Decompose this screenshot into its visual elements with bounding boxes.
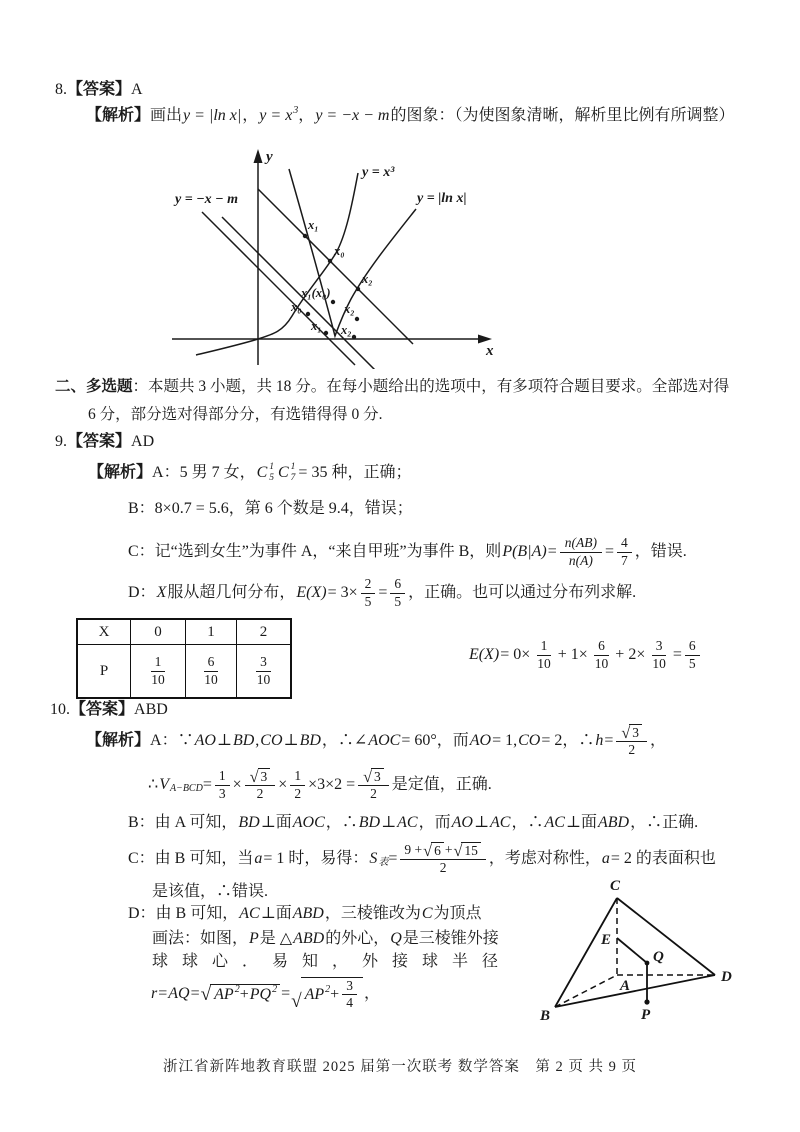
label-x1x0: x₁(x₀) bbox=[301, 286, 331, 300]
table-cell-2: 2 bbox=[237, 619, 292, 645]
table-cell-p1 bbox=[186, 645, 237, 699]
fraction-numerator: 3 bbox=[652, 638, 667, 655]
radicand bbox=[629, 724, 642, 741]
q10-option-c-line1: C：由 B 可知，当 a = 1 时，易得： S 表 = 9 + √ 6 + √ 15 2 ，考虑对称性， a = 2 的表面积也 bbox=[128, 841, 716, 875]
text: = bbox=[281, 985, 291, 1003]
fraction bbox=[390, 576, 405, 609]
fraction-numerator: 1 bbox=[290, 768, 305, 785]
text: = bbox=[190, 985, 200, 1003]
bold-text: 【解析】 bbox=[86, 732, 151, 750]
fraction bbox=[358, 768, 389, 802]
math-text: y = x bbox=[259, 107, 293, 125]
square-root bbox=[201, 984, 280, 1004]
text: 2 bbox=[370, 786, 377, 801]
symbol-base: C bbox=[278, 464, 289, 482]
point-x0 bbox=[328, 259, 332, 263]
q10-option-d-line4 bbox=[150, 972, 380, 1016]
fraction bbox=[245, 768, 276, 802]
text: = bbox=[604, 543, 614, 561]
point-x1 bbox=[303, 234, 307, 238]
symbol-base: C bbox=[256, 464, 268, 482]
fraction bbox=[342, 978, 357, 1011]
text: ， bbox=[242, 107, 259, 125]
text: = 1 时，易得： bbox=[263, 850, 369, 868]
text: ， bbox=[650, 732, 667, 750]
bold-text: 【答案】 bbox=[67, 433, 132, 451]
text: + bbox=[444, 842, 453, 858]
bold-text: 【答案】 bbox=[70, 701, 135, 719]
table-cell-0: 0 bbox=[131, 619, 186, 645]
math-text: AOC bbox=[368, 732, 401, 750]
fraction-denominator bbox=[253, 786, 268, 802]
math-text: h bbox=[595, 732, 604, 750]
math-text: a bbox=[254, 850, 263, 868]
radical-sign: √ bbox=[200, 983, 212, 1005]
math-text: AQ bbox=[168, 985, 190, 1003]
text: 是三棱锥外接 bbox=[402, 930, 499, 948]
fraction-numerator: 1 bbox=[537, 638, 552, 655]
fraction-numerator bbox=[616, 724, 647, 742]
math-text: BD bbox=[358, 814, 381, 832]
text: ，∴ bbox=[325, 814, 358, 832]
text: ，∴正确. bbox=[630, 814, 699, 832]
fraction-denominator bbox=[564, 553, 598, 569]
math-text: BD bbox=[232, 732, 255, 750]
radical-sign: √ bbox=[621, 723, 631, 742]
fraction-denominator bbox=[624, 742, 639, 758]
text: = 3× bbox=[327, 584, 358, 602]
fraction-numerator: 3 bbox=[342, 978, 357, 995]
text: ⊥面 bbox=[260, 814, 292, 832]
text: ，考虑对称性， bbox=[488, 850, 601, 868]
q8-analysis-line: 【解析】 画出 y = |ln x| ， y = x 3 ， y = −x − m 的图象：（为使图象清晰，解析里比例有所调整） bbox=[86, 105, 735, 125]
q9-expectation-formula bbox=[468, 631, 703, 679]
fraction-numerator: 6 bbox=[390, 576, 405, 593]
point-P bbox=[644, 999, 649, 1004]
text: ⊥ bbox=[216, 732, 232, 750]
text: ABD bbox=[134, 701, 168, 719]
text: = bbox=[378, 584, 388, 602]
fraction-denominator: 5 bbox=[364, 593, 372, 609]
fraction-denominator bbox=[436, 860, 451, 876]
text: + 1× bbox=[557, 646, 588, 664]
text: ∴ bbox=[148, 776, 159, 794]
fraction-numerator: 6 bbox=[685, 638, 700, 655]
fraction-denominator: 10 bbox=[652, 655, 666, 671]
text: ，错误. bbox=[634, 543, 687, 561]
math-text: C bbox=[421, 905, 433, 923]
point-x1c bbox=[324, 331, 328, 335]
text: ⊥ bbox=[283, 732, 299, 750]
symbol-superscript: 1 bbox=[290, 462, 296, 473]
symbol-subscript: 5 bbox=[269, 473, 274, 483]
table-row bbox=[77, 619, 291, 645]
text: 是该值，∴错误. bbox=[152, 883, 269, 901]
math-text: a bbox=[601, 850, 610, 868]
table-cell-X: X bbox=[77, 619, 131, 645]
square-root bbox=[363, 768, 384, 785]
q10-answer-line bbox=[50, 700, 168, 720]
text: + bbox=[330, 985, 340, 1003]
fraction-denominator: 10 bbox=[537, 655, 551, 671]
fraction bbox=[400, 842, 485, 876]
bold-text: 【解析】 bbox=[88, 464, 153, 482]
fraction-numerator: 6 bbox=[204, 654, 219, 671]
text: + bbox=[239, 985, 249, 1003]
label-Q: Q bbox=[653, 949, 664, 965]
fraction bbox=[215, 768, 230, 801]
text: A：5 男 7 女， bbox=[152, 464, 256, 482]
math-text: y = −x − m bbox=[315, 107, 390, 125]
fraction bbox=[147, 654, 169, 687]
fraction-denominator: 5 bbox=[394, 593, 402, 609]
fraction-numerator: 1 bbox=[151, 654, 166, 671]
q10-option-a-line1 bbox=[86, 718, 666, 764]
text: 画法：如图， bbox=[152, 930, 249, 948]
math-text: CO bbox=[518, 732, 541, 750]
radical-sign: √ bbox=[249, 767, 259, 786]
label-x2: x₂ bbox=[362, 272, 373, 286]
line-y-neg-x-m-3 bbox=[222, 217, 375, 369]
symbol-scripts bbox=[269, 462, 274, 484]
math-text: BD bbox=[238, 814, 260, 832]
text: = 0× bbox=[500, 646, 531, 664]
section-heading-line1 bbox=[55, 377, 729, 397]
fraction-numerator: 4 bbox=[617, 535, 632, 552]
fraction-numerator bbox=[400, 842, 485, 860]
math-text: AC bbox=[397, 814, 418, 832]
text: = 2，∴ bbox=[541, 732, 595, 750]
symbol-subscript: 7 bbox=[290, 473, 296, 483]
text: ， bbox=[298, 107, 315, 125]
text: 3 bbox=[260, 768, 268, 784]
segment-EQ bbox=[617, 938, 647, 963]
radical-sign: √ bbox=[363, 767, 373, 786]
label-x1c: x₁ bbox=[311, 319, 322, 333]
text: = bbox=[604, 732, 614, 750]
fraction bbox=[361, 576, 376, 609]
text: A bbox=[131, 81, 143, 99]
label-x2b: x₂ bbox=[344, 302, 355, 316]
label-x0b: x₀ bbox=[291, 300, 302, 314]
point-x2b bbox=[355, 317, 359, 321]
math-text: n(AB) bbox=[564, 535, 597, 551]
radical-sign: √ bbox=[423, 841, 433, 860]
math-text: BD bbox=[299, 732, 321, 750]
table-cell-1: 1 bbox=[186, 619, 237, 645]
label-D: D bbox=[721, 969, 732, 985]
math-text: AO bbox=[451, 814, 473, 832]
text: 3 bbox=[374, 768, 381, 784]
fraction bbox=[560, 535, 602, 568]
text: , bbox=[255, 732, 260, 750]
fraction-numerator bbox=[560, 535, 602, 552]
abs-ln-equation-label: y = |ln x| bbox=[417, 191, 467, 206]
math-text: CO bbox=[260, 732, 283, 750]
label-B: B bbox=[540, 1008, 551, 1024]
text: 10. bbox=[50, 701, 70, 719]
page-footer: 浙江省新阵地教育联盟 2025 届第一次联考 数学答案 第 2 页 共 9 页 bbox=[163, 1059, 637, 1075]
fraction-numerator: 6 bbox=[594, 638, 609, 655]
fraction-denominator bbox=[366, 786, 381, 802]
bold-text: 【解析】 bbox=[86, 107, 151, 125]
text: = bbox=[547, 543, 557, 561]
q9-distribution-table bbox=[76, 618, 292, 699]
math-text: P(B|A) bbox=[502, 543, 547, 561]
text: = bbox=[672, 646, 682, 664]
label-E: E bbox=[601, 932, 612, 948]
q9-option-c-line bbox=[128, 529, 687, 575]
text: B：由 A 可知， bbox=[128, 814, 238, 832]
math-text: AC bbox=[239, 905, 260, 923]
q10-option-c-line2 bbox=[152, 882, 268, 902]
math-text: AC bbox=[489, 814, 511, 832]
math-text: P bbox=[249, 930, 259, 948]
math-text: y = |ln x| bbox=[183, 107, 242, 125]
text: × bbox=[278, 776, 288, 794]
math-text: PQ bbox=[249, 985, 272, 1003]
symbol-scripts bbox=[291, 462, 296, 484]
point-x0b bbox=[306, 312, 310, 316]
text: = 60°，而 bbox=[401, 732, 469, 750]
line-y-neg-x-m-main bbox=[258, 189, 413, 344]
fraction bbox=[533, 638, 555, 671]
q9-option-d-line bbox=[128, 572, 636, 614]
fraction-numerator: 2 bbox=[361, 576, 376, 593]
math-text: AO bbox=[469, 732, 492, 750]
math-text: AO bbox=[194, 732, 216, 750]
fraction-denominator: 2 bbox=[294, 785, 302, 801]
text: = bbox=[158, 985, 168, 1003]
fraction bbox=[290, 768, 305, 801]
text: ⊥面 bbox=[565, 814, 597, 832]
text: ⊥面 bbox=[260, 905, 292, 923]
radicand bbox=[461, 842, 481, 859]
text: 9 + bbox=[404, 842, 423, 858]
math-text: S bbox=[369, 850, 378, 868]
text: C：由 B 可知，当 bbox=[128, 850, 254, 868]
q10-option-d-line1 bbox=[128, 903, 482, 925]
text: = 35 种，正确； bbox=[298, 464, 412, 482]
x-axis-label: x bbox=[486, 343, 494, 359]
math-text: V bbox=[159, 776, 169, 794]
label-A: A bbox=[620, 978, 631, 994]
bold-text: 【答案】 bbox=[67, 81, 132, 99]
y-axis-label: y bbox=[266, 149, 273, 165]
q10-option-d-line3 bbox=[152, 951, 503, 973]
y-axis-arrow bbox=[254, 149, 263, 163]
text: ，而 bbox=[418, 814, 451, 832]
fraction-numerator bbox=[358, 768, 389, 786]
text: 是 △ bbox=[259, 930, 293, 948]
text: 画出 bbox=[150, 107, 183, 125]
text: × bbox=[232, 776, 242, 794]
fraction-denominator: 7 bbox=[620, 552, 628, 568]
q10-option-d-line2 bbox=[152, 928, 499, 950]
label-C: C bbox=[610, 878, 621, 894]
math-text: AOC bbox=[292, 814, 325, 832]
math-text: AP bbox=[304, 985, 325, 1003]
text: AD bbox=[131, 433, 155, 451]
table-cell-p2 bbox=[237, 645, 292, 699]
cubic-equation-label: y = x³ bbox=[362, 165, 395, 180]
line-y-neg-x-m-2 bbox=[202, 212, 355, 365]
math-text: AP bbox=[214, 985, 234, 1003]
radicand bbox=[371, 768, 384, 785]
text: 9. bbox=[55, 433, 67, 451]
square-root bbox=[250, 768, 271, 785]
radicand bbox=[431, 842, 444, 859]
math-text: n(A) bbox=[568, 552, 593, 568]
label-x1: x₁ bbox=[308, 218, 319, 232]
q10-option-a-line2: ∴ V A−BCD = $\frac{1}{3}$ × √ 3 2 × $\frac{1}{2}$ ×3×2 = √ 3 2 是定值，正确. bbox=[148, 767, 492, 801]
fraction-denominator: 3 bbox=[218, 785, 226, 801]
math-text: ABD bbox=[292, 905, 324, 923]
text: 15 bbox=[464, 842, 478, 858]
fraction-numerator: 1 bbox=[215, 768, 230, 785]
square-root bbox=[621, 724, 642, 741]
square-root bbox=[291, 977, 363, 1011]
combination-symbol bbox=[256, 462, 277, 484]
text: 的外心， bbox=[325, 930, 390, 948]
math-text: E(X) bbox=[296, 584, 327, 602]
radical-sign: √ bbox=[453, 841, 463, 860]
fraction bbox=[253, 654, 275, 687]
text: 6 bbox=[434, 842, 441, 858]
section-heading-line2: 6 分，部分选对得部分分，有选错得得 0 分. bbox=[88, 405, 383, 423]
text: 的图象：（为使图象清晰，解析里比例有所调整） bbox=[390, 107, 735, 125]
table-cell-P: P bbox=[77, 645, 131, 699]
label-x0: x₀ bbox=[334, 244, 345, 258]
math-text: ABD bbox=[597, 814, 630, 832]
text: ×3×2 = bbox=[308, 776, 356, 794]
label-x2c: x₂ bbox=[341, 323, 352, 337]
text: ，∴ bbox=[511, 814, 544, 832]
radicand: AP 2 + PQ 2 bbox=[210, 984, 280, 1004]
text: ，正确。也可以通过分布列求解. bbox=[408, 584, 637, 602]
symbol-superscript: 1 bbox=[269, 462, 274, 473]
text: = bbox=[202, 776, 212, 794]
table-row bbox=[77, 645, 291, 699]
text: 8. bbox=[55, 81, 67, 99]
section-heading-title: 二、多选题 bbox=[55, 377, 133, 395]
text: ，∴∠ bbox=[321, 732, 368, 750]
square-root bbox=[423, 842, 444, 859]
math-text: X bbox=[156, 584, 167, 602]
text: 2 bbox=[439, 860, 447, 875]
text: D：由 B 可知， bbox=[128, 905, 239, 923]
text: D： bbox=[128, 584, 156, 602]
text: ， bbox=[363, 985, 380, 1003]
text: = bbox=[388, 850, 398, 868]
q8-function-graph bbox=[170, 147, 500, 369]
point-x1x0 bbox=[331, 300, 335, 304]
radical-sign: √ bbox=[291, 990, 302, 1012]
q10-tetrahedron-figure bbox=[525, 862, 765, 1037]
fraction bbox=[648, 638, 670, 671]
radicand: AP 2 + $\frac{3}{4}$ bbox=[301, 977, 363, 1011]
fraction-numerator bbox=[245, 768, 276, 786]
fraction bbox=[617, 535, 632, 568]
fraction-denominator: 10 bbox=[204, 671, 218, 687]
fraction-denominator: 10 bbox=[256, 671, 271, 687]
text: ⊥ bbox=[473, 814, 489, 832]
text: ，三棱锥改为 bbox=[324, 905, 421, 923]
fraction-denominator: 10 bbox=[594, 655, 609, 671]
math-text: Q bbox=[390, 930, 402, 948]
q9-option-b-line bbox=[128, 498, 413, 520]
text: 服从超几何分布， bbox=[167, 584, 296, 602]
fraction-denominator: 4 bbox=[346, 995, 353, 1010]
fraction bbox=[616, 724, 647, 758]
table-cell-p0 bbox=[131, 645, 186, 699]
math-text: E(X) bbox=[469, 646, 500, 664]
square-root bbox=[453, 842, 480, 859]
text: 球 球 心 ． 易 知 ， 外 接 球 半 径 bbox=[152, 953, 504, 971]
q9-answer-line bbox=[55, 432, 154, 452]
math-text: r bbox=[151, 985, 158, 1003]
fraction bbox=[200, 654, 222, 687]
text: C：记“选到女生”为事件 A，“来自甲班”为事件 B，则 bbox=[128, 543, 502, 561]
text: 2 bbox=[256, 786, 264, 801]
text: B：8×0.7 = 5.6，第 6 个数是 9.4，错误； bbox=[128, 500, 413, 518]
fraction bbox=[591, 638, 613, 671]
fraction-denominator: 5 bbox=[688, 655, 696, 671]
point-Q bbox=[645, 961, 650, 966]
math-text: ABD bbox=[293, 930, 325, 948]
point-x2 bbox=[356, 287, 360, 291]
text: = 1, bbox=[492, 732, 518, 750]
point-x2c bbox=[352, 335, 356, 339]
text: = 2 的表面积也 bbox=[610, 850, 716, 868]
text: 2 bbox=[628, 742, 636, 757]
q8-answer-line bbox=[55, 80, 143, 100]
label-P: P bbox=[641, 1007, 651, 1023]
text: 为顶点 bbox=[433, 905, 482, 923]
q9-option-a-line bbox=[88, 462, 411, 484]
text: A：∵ bbox=[150, 732, 194, 750]
combination-symbol bbox=[277, 462, 298, 484]
radicand bbox=[258, 768, 271, 785]
fraction-denominator: 10 bbox=[151, 671, 165, 687]
q10-option-b-line bbox=[128, 812, 698, 834]
math-text: AC bbox=[544, 814, 565, 832]
text: ⊥ bbox=[381, 814, 397, 832]
line-equation-label: y = −x − m bbox=[175, 192, 239, 207]
fraction bbox=[685, 638, 700, 671]
text: 3 bbox=[632, 724, 640, 740]
fraction-numerator: 3 bbox=[256, 654, 271, 671]
text: + 2× bbox=[615, 646, 646, 664]
section-heading-text: ：本题共 3 小题，共 18 分。在每小题给出的选项中，有多项符合题目要求。全部选对得 bbox=[132, 377, 730, 395]
text: 是定值，正确. bbox=[391, 776, 492, 794]
